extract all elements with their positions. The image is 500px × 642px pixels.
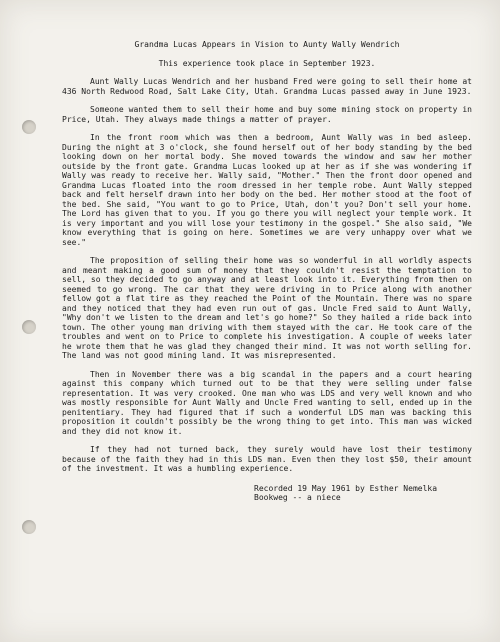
paragraph: Aunt Wally Lucas Wendrich and her husband Fred were going to sell their home at 436 North Redwood Road, Salt Lake City, Utah. Grandma Lucas passed away in June 1923.: [62, 77, 472, 96]
signature-block: [62, 484, 472, 503]
paragraph: The proposition of selling their home was so wonderful in all worldly aspects and meant making a good sum of money that they couldn't resist the temptation to sell, so they decided to go anyway and at least look into it. Everything from then on seemed to go wrong. The car that they were driving in to Price along with another fellow got a flat tire as they reached the Point of the Mountain. There was no spare and they noticed that they had even run out of gas. Uncle Fred said to Aunt Wally, "Why don't we listen to the dream and let's go home?" So they hailed a ride back into town. The other young man driving with them stayed with the car. He took care of the troubles and went on to Price to complete his investigation. A couple of weeks later he wrote them that he was glad they changed their mind. It was not worth selling for. The land was not good mining land. It was misrepresented.: [62, 256, 472, 360]
document-subtitle: This experience took place in September 1923.: [158, 58, 376, 68]
typed-document: [62, 40, 472, 503]
paragraph: Then in November there was a big scandal in the papers and a court hearing against this company which turned out to be that they were selling under false representation. It was very crooked. One man who was LDS and very well known and who was mostly responsible for Aunt Wally and Uncle Fred wanting to sell, ended up in the penitentiary. They had figured that if such a wonderful LDS man was backing this proposition it couldn't possibly be the wrong thing to get into. This man was wicked and they did not know it.: [62, 369, 472, 436]
document-title: Grandma Lucas Appears in Vision to Aunty Wally Wendrich: [134, 40, 400, 49]
paragraph: Someone wanted them to sell their home and buy some mining stock on property in Price, Utah. They always made things a matter of prayer.: [62, 105, 472, 124]
paragraph: If they had not turned back, they surely would have lost their testimony because of the faith they had in this LDS man. Even then they lost $50, their amount of the investment. It was a humbling experience.: [62, 445, 472, 473]
punch-hole: [22, 320, 36, 334]
punch-hole: [22, 120, 36, 134]
author-relation-line: Bookweg -- a niece: [254, 493, 341, 502]
paragraph: In the front room which was then a bedroom, Aunt Wally was in bed asleep. During the night at 3 o'clock, she found herself out of her body standing by the bed looking down on her mortal body. She moved towards the window and saw her mother outside by the front gate. Grandma Lucas looked up at her as if she was wondering if Wally was ready to receive her. Wally said, "Mother." Then the front door opened and Grandma Lucas floated into the room dressed in her temple robe. Aunt Wally stepped back and felt herself drawn into her body on the bed. Her mother stood at the foot of the bed. She said, "You want to go to Price, Utah, don't you? Don't sell your home. The Lord has given that to you. If you go there you will neglect your temple work. It is very important and you will lose your testimony in the gospel." She also said, "We know everything that is going on here. Sometimes we are very unhappy over what we see.": [62, 133, 472, 247]
recorded-by-line: Recorded 19 May 1961 by Esther Nemelka: [254, 483, 438, 493]
punch-hole: [22, 520, 36, 534]
